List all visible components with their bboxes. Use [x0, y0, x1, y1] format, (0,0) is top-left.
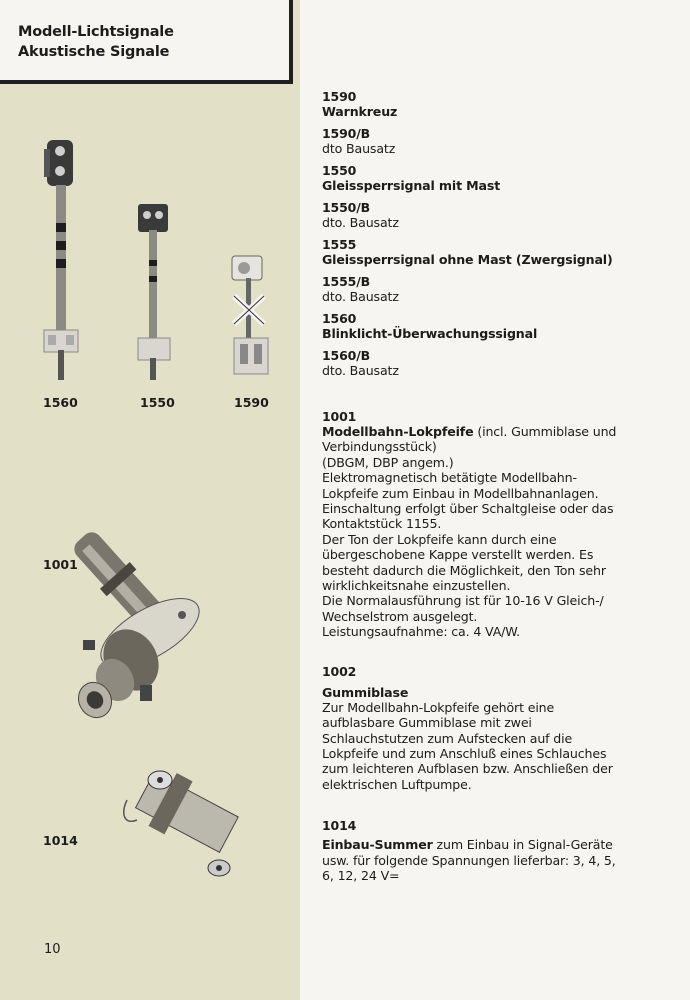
- item-number: 1590/B: [322, 126, 370, 141]
- desc-1002-text: Zur Modellbahn-Lokpfeife gehört eine aufblasbare Gummiblase mit zwei Schlauchstutzen zum Aufstecken auf die Lokpfeife und zum Anschluß eines Schlauches zum leichteren Aufblasen bzw. Anschließen der elektrischen Luftpumpe.: [322, 699, 613, 792]
- desc-1002-title: Gummiblase: [322, 684, 409, 700]
- desc-1014-title-line: [322, 837, 627, 883]
- header-box: [0, 0, 293, 84]
- desc-1001-line: Leistungsaufnahme: ca. 4 VA/W.: [322, 624, 520, 640]
- item-name: dto Bausatz: [322, 141, 396, 156]
- caption-1550: 1550: [140, 395, 175, 410]
- item-name: Gleissperrsignal ohne Mast (Zwergsignal): [322, 252, 613, 267]
- item-name: dto. Bausatz: [322, 289, 399, 304]
- item-1560b: [322, 348, 627, 378]
- desc-1014-number: 1014: [322, 818, 357, 834]
- description-1002: [322, 664, 627, 792]
- desc-1001-number: 1001: [322, 409, 357, 424]
- item-1555b: [322, 274, 627, 304]
- caption-1590: 1590: [234, 395, 269, 410]
- signal-1560-image: [38, 135, 88, 385]
- item-1555: [322, 237, 627, 267]
- desc-1001-line: (DBGM, DBP angem.): [322, 454, 454, 470]
- item-1590b: [322, 126, 627, 156]
- item-number: 1590: [322, 89, 357, 104]
- desc-1014-title: Einbau-Summer: [322, 837, 433, 853]
- caption-1014: 1014: [43, 833, 78, 848]
- item-number: 1550/B: [322, 200, 370, 215]
- item-1550b: [322, 200, 627, 230]
- item-1590: [322, 89, 627, 119]
- desc-1001-title: Modellbahn-Lokpfeife: [322, 424, 474, 439]
- desc-1001-title-line: [322, 424, 627, 455]
- desc-1014-title-suffix: zum Einbau in Signal-Geräte usw. für folgende Spannungen lieferbar: 3, 4, 5, 6, 12, 24 V=: [322, 837, 616, 883]
- lokpfeife-1001-image: [55, 520, 255, 720]
- item-name: Warnkreuz: [322, 104, 398, 119]
- right-column: [322, 89, 627, 883]
- desc-1001-line: Der Ton der Lokpfeife kann durch eine übergeschobene Kappe verstellt werden. Es besteht dadurch die Möglichkeit, den Ton sehr wirklichkeitsnahe einzustellen.: [322, 531, 606, 594]
- caption-1560: 1560: [43, 395, 78, 410]
- desc-1001-line: Einschaltung erfolgt über Schaltgleise oder das Kontaktstück 1155.: [322, 501, 614, 532]
- description-1001: [322, 409, 627, 640]
- item-1560: [322, 311, 627, 341]
- summer-1014-image: [115, 760, 245, 885]
- desc-1002-number: 1002: [322, 663, 357, 679]
- item-number: 1550: [322, 163, 357, 178]
- item-name: Blinklicht-Überwachungssignal: [322, 326, 538, 341]
- page-title-line-2: Akustische Signale: [18, 44, 170, 60]
- signal-1550-image: [132, 200, 182, 385]
- item-name: dto. Bausatz: [322, 215, 399, 230]
- item-number: 1555: [322, 237, 357, 252]
- description-1014: [322, 818, 627, 883]
- item-number: 1555/B: [322, 274, 370, 289]
- item-name: dto. Bausatz: [322, 363, 399, 378]
- item-1550: [322, 163, 627, 193]
- page-title-line-1: Modell-Lichtsignale: [18, 24, 174, 40]
- item-name: Gleissperrsignal mit Mast: [322, 178, 501, 193]
- desc-1001-line: Elektromagnetisch betätigte Modellbahn-Lokpfeife zum Einbau in Modellbahnanlagen.: [322, 470, 599, 501]
- desc-1001-title-suffix: (incl. Gummiblase und Verbindungsstück): [322, 424, 617, 455]
- page-number: 10: [44, 942, 61, 957]
- item-number: 1560: [322, 311, 357, 326]
- item-number: 1560/B: [322, 348, 370, 363]
- warnkreuz-1590-image: [226, 252, 276, 382]
- desc-1001-line: Die Normalausführung ist für 10-16 V Gleich-/ Wechselstrom ausgelegt.: [322, 593, 604, 624]
- caption-1001: 1001: [43, 557, 78, 572]
